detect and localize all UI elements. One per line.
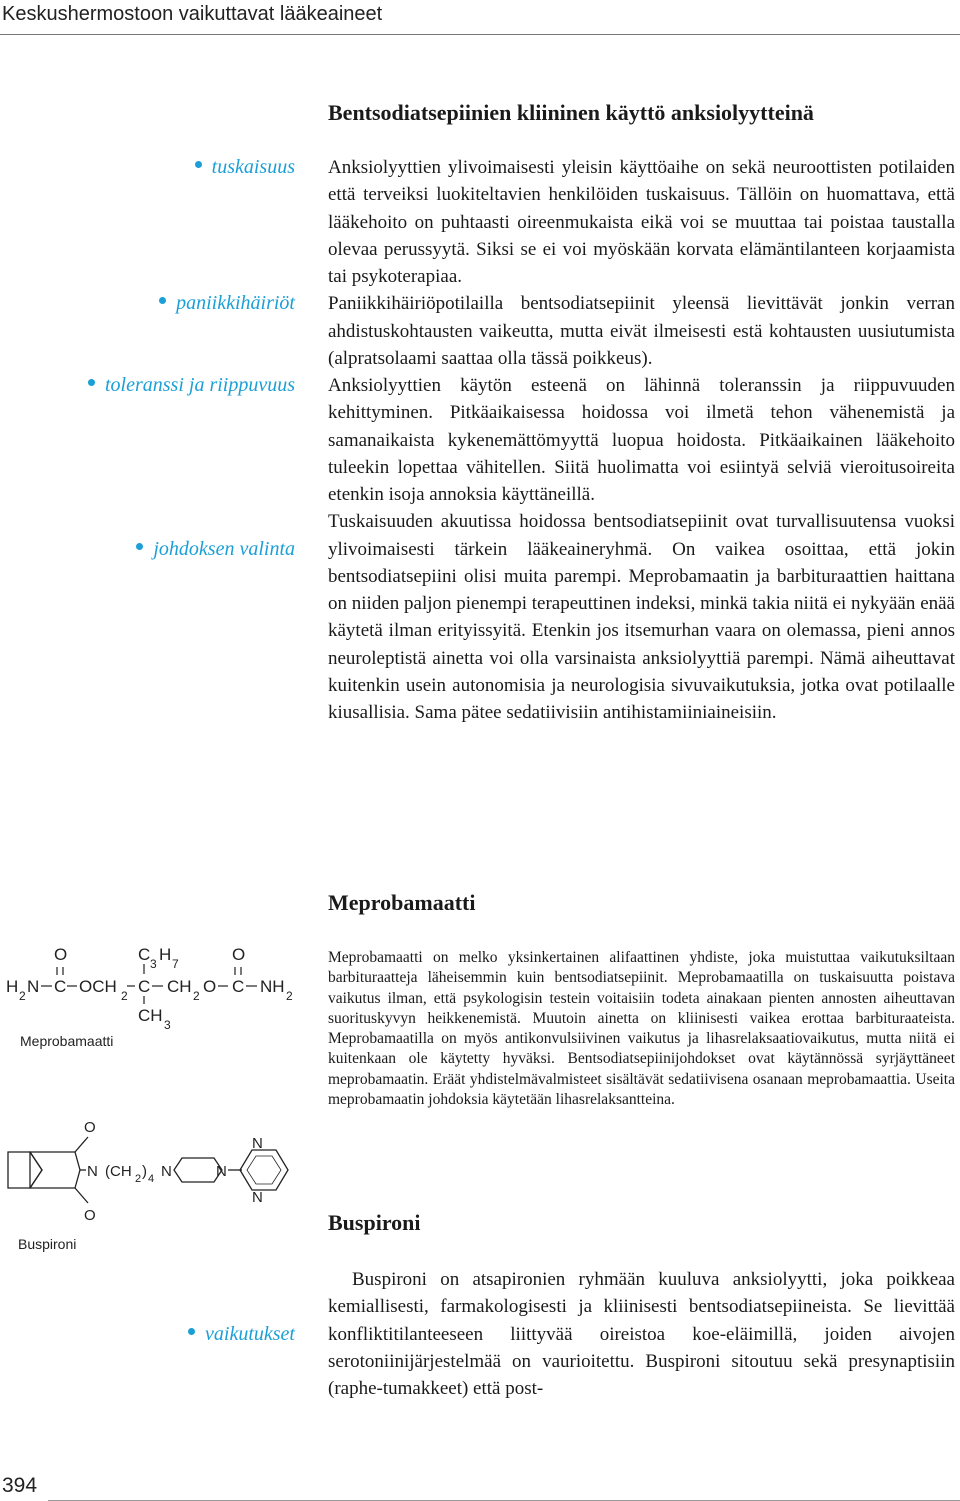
svg-text:2: 2 — [19, 989, 26, 1003]
svg-text:O: O — [84, 1207, 96, 1224]
svg-text:OCH: OCH — [79, 977, 117, 996]
svg-text:O: O — [54, 945, 68, 964]
margin-note-toleranssi: toleranssi ja riippuvuus — [88, 374, 295, 397]
svg-text:NH: NH — [260, 977, 285, 996]
meprobamaatti-structure-label: Meprobamaatti — [20, 1033, 114, 1049]
bullet-icon — [136, 543, 143, 550]
bullet-icon — [88, 379, 95, 386]
running-header — [0, 0, 960, 30]
paragraph: Anksiolyyttien ylivoimaisesti yleisin käyttöaihe on sekä neuroottisten potilaiden että terveiksi luokiteltavien henkilöiden tuskaisuus. Tällöin on huomattava, että lääkehoito on puhtaasti oireenmukaista eikä voi se muuttaa tai poistaa taustalla olevaa perussyytä. Siksi se ei voi myöskään korvata elämäntilanteen korjaamista tai psykoterapiaa. — [328, 157, 955, 287]
svg-text:(CH: (CH — [105, 1163, 132, 1180]
svg-text:N: N — [216, 1163, 227, 1180]
svg-text:4: 4 — [148, 1173, 155, 1185]
svg-text:C: C — [138, 977, 151, 996]
meprobamaatti-structure — [0, 940, 310, 1040]
paragraph: Paniikkihäiriöpotilailla bentsodiatsepiinit yleensä lievittävät jonkin verran ahdistuskohtausten vaikeutta, mutta eivät ilmeisesti estä kohtausten uusiutumista (alpratsolaami saattaa olla tässä poikkeus). — [328, 293, 955, 369]
svg-text:N: N — [252, 1135, 263, 1152]
svg-text:N: N — [161, 1163, 172, 1180]
bullet-icon — [159, 297, 166, 304]
svg-text:N: N — [87, 1163, 98, 1180]
margin-note-paniikkihairiot: paniikkihäiriöt — [159, 292, 295, 315]
svg-text:7: 7 — [172, 957, 179, 971]
meprobamaatti-text — [328, 948, 955, 1110]
svg-text:2: 2 — [193, 989, 200, 1003]
svg-text:H: H — [6, 977, 19, 996]
header-divider — [0, 34, 960, 35]
margin-note-johdoksen: johdoksen valinta — [136, 538, 295, 561]
buspironi-structure-label: Buspironi — [18, 1236, 77, 1252]
svg-text:N: N — [252, 1189, 263, 1206]
svg-text:CH: CH — [138, 1006, 163, 1025]
section-title-meprobamaatti: Meprobamaatti — [328, 890, 476, 915]
svg-text:2: 2 — [135, 1173, 142, 1185]
buspironi-body — [328, 1266, 955, 1402]
bullet-icon — [188, 1328, 195, 1335]
svg-text:O: O — [232, 945, 246, 964]
paragraph: Meprobamaatti on melko yksinkertainen alifaattinen yhdiste, joka muistuttaa vaikutuksiltaan barbituraatteja läheisemmin kuin bentsodiatsepiinit. Meprobamaatilla on tuskaisuutta poistava vaikutus ilman, että psykologisin testein voitaisiin todeta ainakaan pienten annosten aiheuttavan suorituskyvyn heikkenemistä. Muutoin ainetta on kliinisesti vaikea erottaa barbituraateista. Meprobamaatilla on myös antikonvulsiivinen vaikutus ja lihasrelaksaatiovaikutus, mutta niitä ei kuitenkaan ole käytetty hyväksi. Bentsodiatsepiinijohdokset ovat käytännössä syrjäyttäneet meprobamaatin. Eräät yhdistelmävalmisteet sisältävät sedatiivisena osanaan meprobamaattia. Useita meprobamaatin johdoksia käytetään lihasrelaksantteina. — [328, 949, 955, 1109]
paragraph: Buspironi on atsapironien ryhmään kuuluva anksiolyytti, joka poikkeaa kemiallisesti, farmakologisesti ja kliinisesti bentsodiatsepiineista. Se lievittää konfliktitilanteeseen liittyvää oireistoa koe-eläimillä, joiden aivojen serotoniinijärjestelmää on vaurioitettu. Buspironi sitoutuu sekä presynaptisiin (raphe-tumakkeet) että post- — [328, 1269, 955, 1399]
page-number: 394 — [2, 1474, 38, 1497]
svg-text:3: 3 — [150, 957, 157, 971]
buspironi-structure — [0, 1110, 310, 1240]
svg-text:C: C — [138, 945, 151, 964]
svg-text:O: O — [203, 977, 217, 996]
svg-text:2: 2 — [286, 989, 293, 1003]
svg-text:2: 2 — [121, 989, 128, 1003]
svg-text:H: H — [159, 945, 172, 964]
section-title-bentsodiatsepiinit: Bentsodiatsepiinien kliininen käyttö anksiolyytteinä — [328, 100, 814, 125]
section1-body — [328, 154, 955, 726]
paragraph: Tuskaisuuden akuutissa hoidossa bentsodiatsepiinit ovat turvallisuutensa vuoksi ylivoimaisesti tärkein lääkeaineryhmä. On vaikea osoittaa, että jokin bentsodiatsepiini olisi muita parempi. Meprobamaatin ja barbituraattien haittana on niiden paljon pienempi terapeuttinen indeksi, minkä takia niitä ei nykyään enää käytetä ilman erityissyitä. Etenkin jos itsemurhan vaara on olemassa, pieni annos neuroleptistä ainetta voi olla varsinaista anksiolyyttiä parempi. Nämä aiheuttavat kuitenkin usein autonomisia ja neurologisia sivuvaikutuksia, jotka ovat potilaalle kiusallisia. Sama pätee sedatiivisiin antihistamiiniaineisiin. — [328, 511, 955, 723]
svg-text:N: N — [27, 977, 40, 996]
svg-text:): ) — [142, 1163, 147, 1180]
svg-text:3: 3 — [164, 1018, 171, 1032]
section-title-buspironi: Buspironi — [328, 1210, 421, 1235]
paragraph: Anksiolyyttien käytön esteenä on lähinnä toleranssin ja riippuvuuden kehittyminen. Pitkäaikaisessa hoidossa voi ilmetä tehon vähenemistä ja samanaikaista kykenemättömyyttä luopua hoidosta. Pitkäaikainen lääkehoito tuleekin lopettaa vähitellen. Siitä huolimatta voi esiintyä selviä vieroitusoireita etenkin isoja annoksia käyttäneillä. — [328, 375, 955, 505]
svg-text:C: C — [54, 977, 67, 996]
svg-text:CH: CH — [167, 977, 192, 996]
bullet-icon — [195, 161, 202, 168]
svg-text:C: C — [232, 977, 245, 996]
margin-note-tuskaisuus: tuskaisuus — [195, 156, 295, 179]
svg-text:O: O — [84, 1119, 96, 1136]
running-header-title: Keskushermostoon vaikuttavat lääkeaineet — [2, 3, 383, 25]
margin-note-vaikutukset: vaikutukset — [188, 1323, 295, 1346]
